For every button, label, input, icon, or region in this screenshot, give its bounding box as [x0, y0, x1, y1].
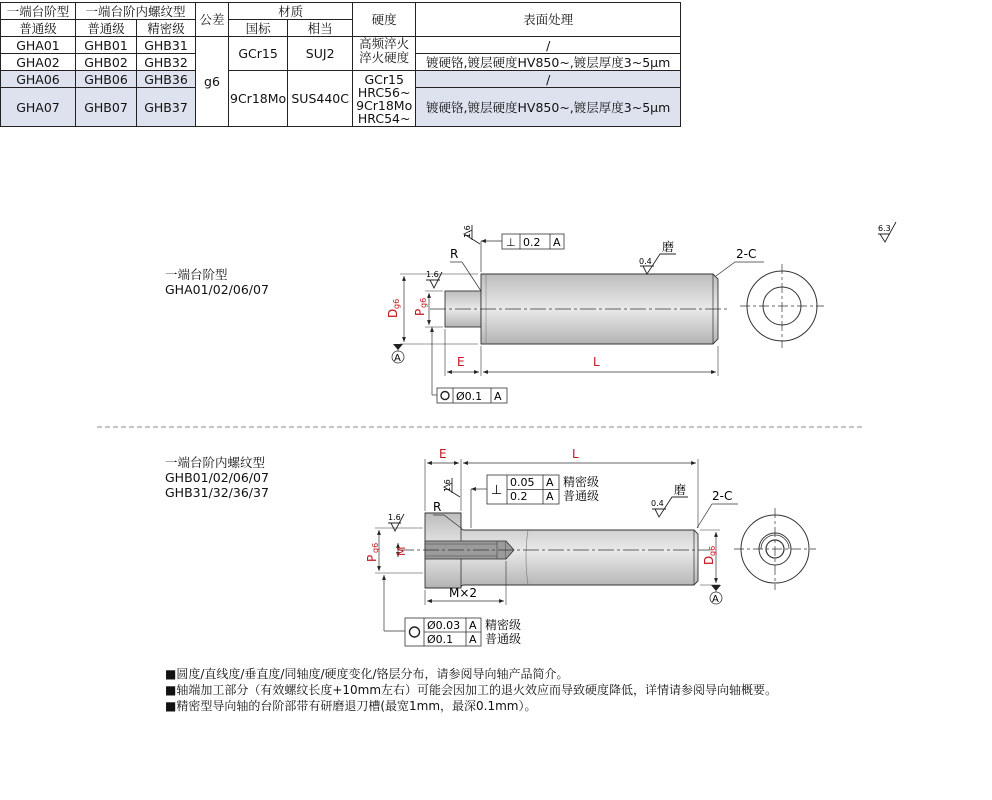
cell-r1-c2: GHB02 — [76, 54, 137, 71]
cell-surf-chrome1: 镀硬铬,镀层硬度HV850~,镀层厚度3~5μm — [416, 54, 681, 71]
hard1-line2: 淬火硬度 — [359, 50, 410, 65]
d1-dim-D-sub: g6 — [392, 298, 401, 309]
d2-rough-step-text: 1.6 — [388, 513, 401, 522]
cell-r2-c1: GHA06 — [1, 71, 76, 88]
d1-rough-step-text: 1.6 — [426, 270, 439, 279]
d1-perp-symbol: ⊥ — [506, 236, 516, 249]
d2-perp-value2: 0.2 — [510, 490, 528, 503]
th-material: 材质 — [229, 3, 353, 20]
d1-dim-P-sub: g6 — [419, 297, 428, 308]
d2-perp-datum2: A — [546, 490, 554, 503]
roughness-global-symbol — [878, 222, 896, 242]
th-surface: 表面处理 — [416, 3, 681, 37]
th-mat-cn: 国标 — [229, 20, 288, 37]
d1-dim-P: P — [413, 308, 427, 316]
d2-conc-value1: Ø0.03 — [427, 619, 461, 632]
th-col1: 一端台阶型 — [1, 3, 76, 20]
caption1-line2: GHA01/02/06/07 — [165, 282, 269, 297]
th-col2: 一端台阶内螺纹型 — [76, 3, 196, 20]
d2-datum-A: A — [712, 594, 719, 605]
d2-perp-datum1: A — [546, 476, 554, 489]
d1-grind-label: 磨 — [662, 240, 675, 254]
d1-rough-main-text: 0.4 — [639, 257, 652, 266]
d1-conc-value: Ø0.1 — [456, 390, 483, 403]
drawing2 — [365, 447, 816, 646]
d2-perp-symbol: ⊥ — [491, 483, 503, 498]
d2-conc-grade1: 精密级 — [485, 618, 522, 632]
th-sub1: 普通级 — [1, 20, 76, 37]
cell-r2-c2: GHB06 — [76, 71, 137, 88]
d2-perp-grade1: 精密级 — [563, 475, 600, 489]
cell-r2-c3: GHB36 — [137, 71, 196, 88]
drawing1 — [386, 225, 824, 403]
d2-grind-label: 磨 — [674, 483, 687, 497]
cell-r1-c3: GHB32 — [137, 54, 196, 71]
caption2-line2: GHB01/02/06/07 — [165, 470, 269, 485]
roughness-global-text: 6.3 — [878, 224, 891, 233]
hard1-line1: 高频淬火 — [359, 36, 410, 51]
cell-surf-none1: / — [416, 37, 681, 54]
d2-conc-datum2: A — [469, 633, 477, 646]
cell-mat1-cn: GCr15 — [229, 37, 288, 71]
cell-mat1-eq: SUJ2 — [288, 37, 353, 71]
cell-mat2-eq: SUS440C — [288, 71, 353, 127]
caption2-line3: GHB31/32/36/37 — [165, 485, 269, 500]
cell-surf-none2: / — [416, 71, 681, 88]
d2-end-view — [734, 508, 816, 590]
d2-dim-P-sub: g6 — [371, 542, 380, 553]
cell-r3-c2: GHB07 — [76, 88, 137, 127]
d2-dim-D-sub: g6 — [708, 545, 717, 556]
d2-perp-value1: 0.05 — [510, 476, 535, 489]
d2-rough-r-text: 1.6 — [443, 479, 452, 492]
th-tolerance: 公差 — [196, 3, 229, 37]
note-2: ■轴端加工部分（有效螺纹长度+10mm左右）可能会因加工的退火效应而导致硬度降低，详情请参阅导向轴概要。 — [165, 683, 778, 697]
d2-dim-L: L — [572, 447, 579, 461]
d2-dim-M: M — [395, 546, 408, 556]
hard2-line4: HRC54~ — [357, 110, 411, 126]
cell-r0-c2: GHB01 — [76, 37, 137, 54]
cell-r3-c3: GHB37 — [137, 88, 196, 127]
d2-perp-grade2: 普通级 — [563, 489, 600, 503]
d1-datum-A: A — [394, 353, 401, 364]
note-3: ■精密型导向轴的台阶部带有研磨退刀槽(最宽1mm，最深0.1mm）。 — [165, 699, 537, 713]
d2-dim-D: D — [702, 555, 716, 565]
th-mat-eq: 相当 — [288, 20, 353, 37]
th-sub2: 普通级 — [76, 20, 137, 37]
cell-mat2-cn: 9Cr18Mo — [229, 71, 288, 127]
notes — [165, 666, 777, 714]
note-1: ■圆度/直线度/垂直度/同轴度/硬度变化/铬层分布，请参阅导向轴产品简介。 — [165, 667, 569, 681]
hard2-line3: 9Cr18Mo — [356, 97, 413, 113]
cell-r3-c1: GHA07 — [1, 88, 76, 127]
d2-conc-grade2: 普通级 — [485, 632, 522, 646]
cell-r0-c1: GHA01 — [1, 37, 76, 54]
d1-conc-datum: A — [494, 390, 502, 403]
th-hardness: 硬度 — [353, 3, 416, 37]
d2-conc-datum1: A — [469, 619, 477, 632]
cell-surf-chrome2: 镀硬铬,镀层硬度HV850~,镀层厚度3~5μm — [416, 88, 681, 127]
d1-rough-r-text: 1.6 — [463, 225, 472, 238]
d2-dim-Mx2: M×2 — [449, 586, 478, 600]
caption2-line1: 一端台阶内螺纹型 — [165, 455, 266, 470]
d2-dim-P: P — [365, 554, 379, 562]
d1-perp-value: 0.2 — [523, 236, 541, 249]
d1-chamfer-label: 2-C — [736, 247, 757, 261]
cell-tolerance: g6 — [196, 37, 229, 127]
caption1-line1: 一端台阶型 — [165, 267, 228, 282]
cell-r0-c3: GHB31 — [137, 37, 196, 54]
d2-label-R: R — [433, 500, 442, 514]
hard2-line2: HRC56~ — [357, 84, 411, 100]
d2-conc-value2: Ø0.1 — [427, 633, 454, 646]
d2-chamfer-label: 2-C — [712, 489, 733, 503]
d1-dim-D: D — [386, 308, 400, 318]
d2-rough-main-text: 0.4 — [651, 499, 664, 508]
d2-dim-E: E — [439, 447, 447, 461]
hard2-line1: GCr15 — [364, 71, 404, 87]
d1-end-view — [740, 264, 824, 348]
d1-dim-L: L — [593, 355, 600, 369]
d1-label-R: R — [450, 247, 459, 261]
d1-perp-datum: A — [553, 236, 561, 249]
cell-r1-c1: GHA02 — [1, 54, 76, 71]
th-sub3: 精密级 — [137, 20, 196, 37]
d1-dim-E: E — [457, 355, 465, 369]
